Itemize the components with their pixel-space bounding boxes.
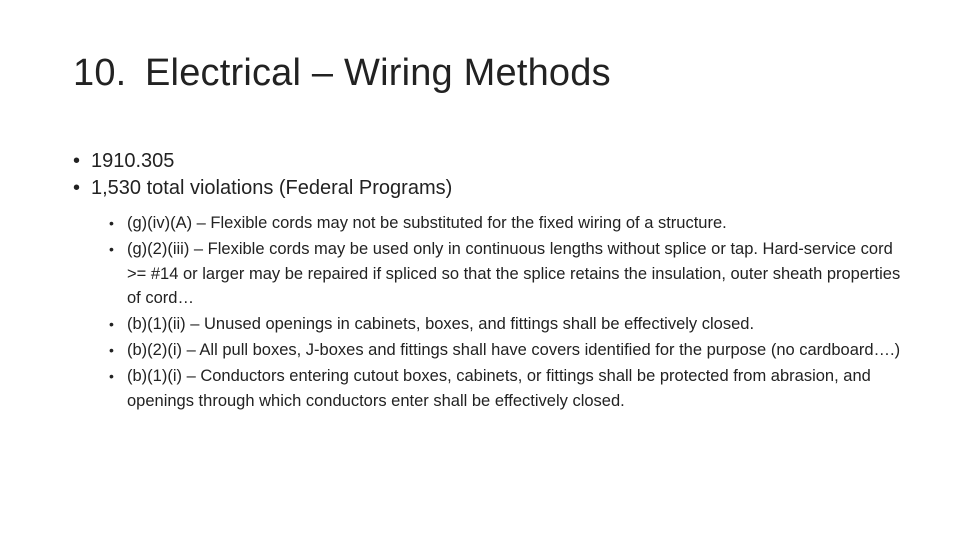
- sub-bullet-item: [109, 364, 909, 413]
- sub-bullet-list: [109, 211, 909, 413]
- bullet-item-regulation: [73, 148, 903, 175]
- bullet-dot-icon: •: [73, 150, 81, 172]
- sub-bullet-text: (g)(iv)(A) – Flexible cords may not be substituted for the fixed wiring of a structure.: [127, 214, 727, 232]
- title-number: 10.: [73, 52, 127, 94]
- sub-bullet-item: [109, 338, 909, 363]
- bullet-list: [73, 148, 903, 202]
- bullet-dot-icon: •: [109, 342, 114, 358]
- sub-bullet-item: [109, 312, 909, 337]
- bullet-dot-icon: •: [109, 368, 114, 384]
- bullet-text: 1,530 total violations (Federal Programs): [91, 177, 453, 199]
- bullet-dot-icon: •: [109, 215, 114, 231]
- sub-bullet-item: [109, 237, 909, 311]
- sub-bullet-text: (b)(2)(i) – All pull boxes, J-boxes and fittings shall have covers identified for the purpose (no cardboard….): [127, 341, 901, 359]
- sub-bullet-item: [109, 211, 909, 236]
- sub-bullet-text: (b)(1)(ii) – Unused openings in cabinets, boxes, and fittings shall be effectively closed.: [127, 315, 755, 333]
- slide-title: [73, 52, 611, 95]
- bullet-dot-icon: •: [73, 177, 81, 199]
- sub-bullet-text: (g)(2)(iii) – Flexible cords may be used only in continuous lengths without splice or tap. Hard-service cord >= #14 or larger may be repaired if spliced so that the splice retains the insulation, outer sheath properties of cord…: [127, 240, 901, 307]
- bullet-dot-icon: •: [109, 241, 114, 257]
- title-text: Electrical – Wiring Methods: [145, 52, 611, 94]
- slide-content: [73, 148, 903, 415]
- sub-bullet-text: (b)(1)(i) – Conductors entering cutout boxes, cabinets, or fittings shall be protected from abrasion, and openings through which conductors enter shall be effectively closed.: [127, 367, 871, 410]
- bullet-item-violations: [73, 175, 903, 202]
- bullet-text: 1910.305: [91, 150, 175, 172]
- bullet-dot-icon: •: [109, 316, 114, 332]
